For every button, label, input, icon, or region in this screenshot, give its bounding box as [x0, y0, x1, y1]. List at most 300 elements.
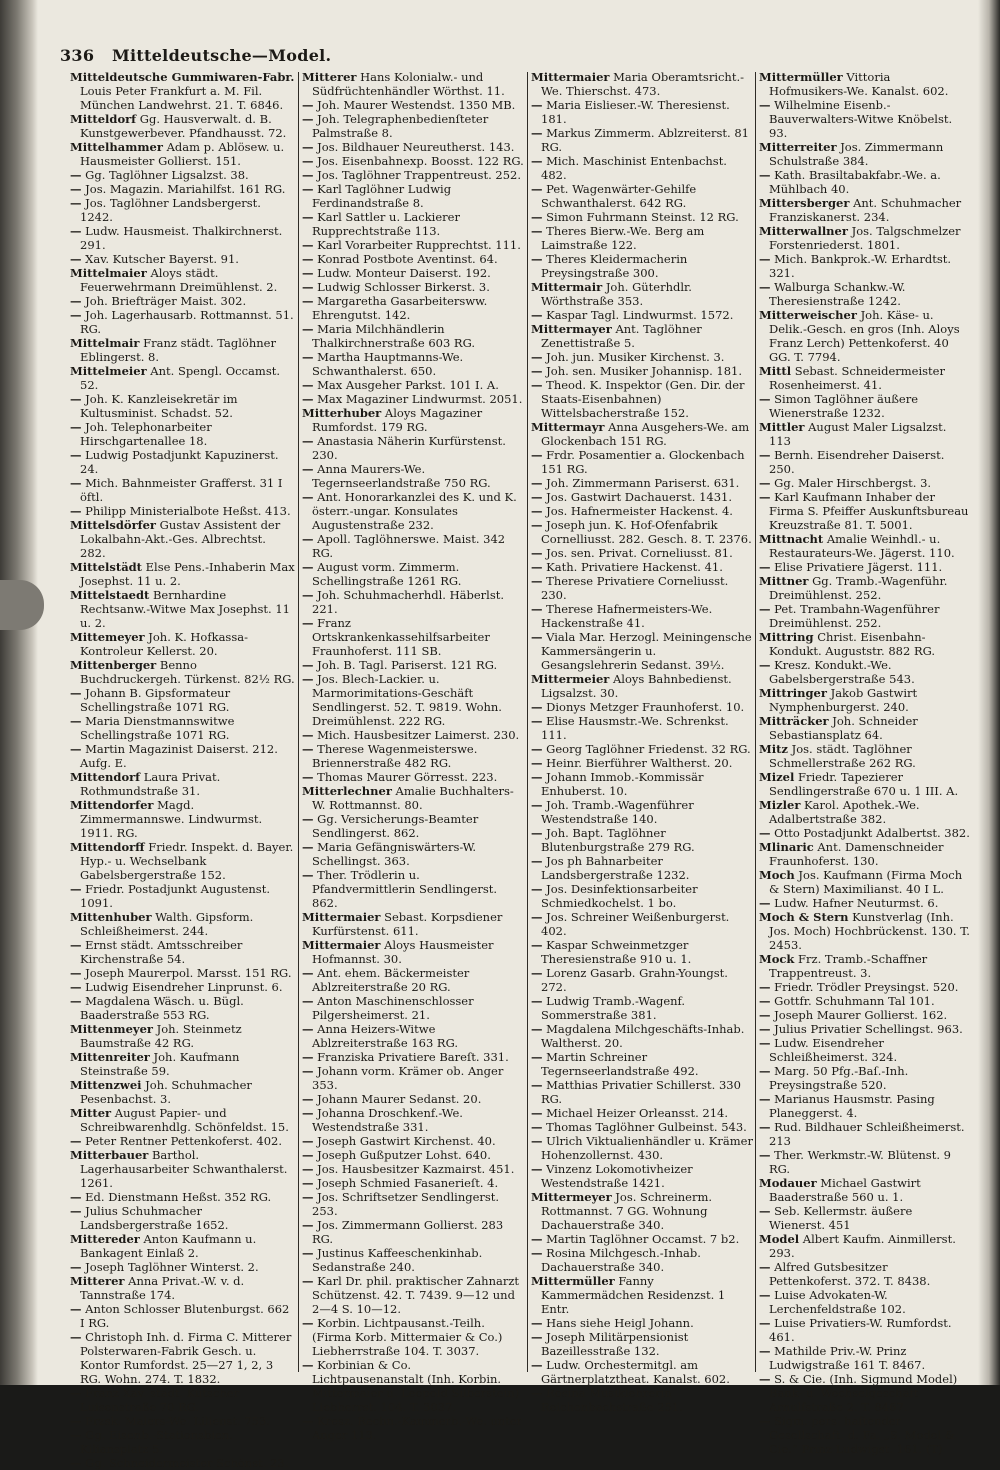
entry-details: Ant. Taglöhner Zenettistraße 5. — [541, 322, 702, 350]
entry-details: Jos. Hafnermeister Hackenst. 4. — [546, 504, 733, 518]
entry-details: Matthias Privatier Schillerst. 330 RG. — [541, 1078, 741, 1106]
entry-surname: — — [70, 476, 82, 490]
directory-entry — [759, 490, 971, 532]
entry-surname: Mittelhammer — [70, 140, 163, 154]
directory-entry — [759, 868, 971, 896]
entry-surname: — — [759, 1064, 771, 1078]
entry-details: Else Pens.-Inhaberin Max Josephst. 11 u. 2. — [80, 560, 295, 588]
directory-entry — [531, 490, 753, 504]
entry-details: Joh. Telephonarbeiter Hirschgartenallee 18. — [80, 420, 212, 448]
entry-surname: — — [70, 1302, 82, 1316]
directory-entry — [531, 700, 753, 714]
directory-entry — [70, 364, 295, 392]
entry-details: Rud. Bildhauer Schleißheimerst. 213 — [769, 1120, 965, 1148]
directory-entry — [302, 1316, 524, 1358]
directory-entry — [70, 392, 295, 420]
entry-details: Julius Privatier Schellingst. 963. — [774, 1022, 963, 1036]
directory-entry — [531, 798, 753, 826]
entry-surname: Mittner — [759, 574, 809, 588]
entry-surname: — — [302, 1022, 314, 1036]
entry-surname: Mittendorff — [70, 840, 145, 854]
directory-entry — [759, 714, 971, 742]
directory-entry — [759, 70, 971, 98]
directory-entry — [70, 1428, 295, 1456]
directory-entry — [531, 1330, 753, 1358]
entry-surname: — — [302, 742, 314, 756]
entry-details: Ludw. Hafner Neuturmst. 6. — [774, 896, 939, 910]
directory-entry — [302, 1050, 524, 1064]
entry-surname: Mitteldorf — [70, 112, 137, 126]
directory-entry — [531, 966, 753, 994]
directory-entry — [70, 1190, 295, 1204]
entry-surname: Mittler — [759, 420, 805, 434]
entry-surname: Moch — [759, 868, 795, 882]
directory-entry — [531, 476, 753, 490]
entry-details: Martha Hauptmanns-We. Schwanthalerst. 650. — [312, 350, 464, 378]
directory-entry — [531, 672, 753, 700]
entry-details: Vittoria Hofmusikers-We. Kanalst. 602. — [769, 70, 949, 98]
entry-surname: — — [531, 1330, 543, 1344]
entry-details: Karl Kaufmann Inhaber der Firma S. Pfeiffer Auskunftsbureau Kreuzstraße 81. T. 5001. — [769, 490, 969, 532]
entry-surname: — — [531, 770, 543, 784]
entry-surname: — — [70, 1456, 82, 1470]
directory-entry — [302, 182, 524, 210]
entry-surname: — — [759, 98, 771, 112]
entry-surname: — — [759, 1288, 771, 1302]
entry-surname: Mittelmeier — [70, 364, 147, 378]
directory-entry — [531, 546, 753, 560]
entry-details: Julius Schuhmacher Landsbergerstraße 1652. — [80, 1204, 229, 1232]
directory-entry — [531, 994, 753, 1022]
entry-details: Konrad Postbote Aventinst. 64. — [317, 252, 498, 266]
entry-surname: — — [531, 1134, 543, 1148]
entry-surname: — — [302, 210, 314, 224]
directory-entry — [759, 392, 971, 420]
entry-surname: — — [302, 1148, 314, 1162]
entry-details: Jos. Taglöhner Trappentreust. 252. — [317, 168, 522, 182]
entry-surname: — — [531, 798, 543, 812]
entry-surname: — — [302, 994, 314, 1008]
entry-surname: — — [302, 1134, 314, 1148]
entry-surname: Mittermayer — [531, 322, 612, 336]
entry-surname: — — [302, 560, 314, 574]
directory-entry — [759, 952, 971, 980]
entry-surname: — — [70, 1414, 82, 1428]
entry-surname: — — [531, 854, 543, 868]
directory-entry — [70, 252, 295, 266]
directory-entry — [759, 1036, 971, 1064]
entry-details: Thomas Taglöhner Gulbeinst. 543. — [546, 1120, 747, 1134]
entry-details: Gg. Schneidermeister Schönst. 23. — [85, 1456, 289, 1470]
entry-details: Marianus Hausmstr. Pasing Planeggerst. 4. — [769, 1092, 935, 1120]
entry-details: Joseph Militärpensionist Bazeillesstraße 132. — [541, 1330, 689, 1358]
directory-entry — [759, 742, 971, 770]
entry-details: Friedr. Tapezierer Sendlingerstraße 670 u. 1 III. A. — [769, 770, 959, 798]
entry-surname: Mittelmair — [70, 336, 140, 350]
entry-details: Joseph Gastwirt Kirchenst. 40. — [317, 1134, 496, 1148]
entry-details: Jos. Taglöhner Landsbergerst. 1242. — [80, 196, 261, 224]
entry-surname: Mittermayr — [531, 420, 605, 434]
entry-details: Joh. B. Tagl. Pariserst. 121 RG. — [317, 658, 498, 672]
directory-entry — [302, 560, 524, 588]
entry-details: Joseph Schmied Fasanerieſt. 4. — [317, 1176, 499, 1190]
entry-surname: — — [531, 504, 543, 518]
directory-entry — [759, 1176, 971, 1204]
entry-surname: — — [759, 980, 771, 994]
directory-entry — [759, 1092, 971, 1120]
entry-details: Franz Xav. städt. Kutscher Luisenstraße 70 RG. — [80, 1386, 240, 1414]
entry-surname: — — [531, 966, 543, 980]
entry-details: Joh. Zimmermann Pariserst. 631. — [546, 476, 740, 490]
directory-entry — [759, 994, 971, 1008]
directory-entry — [531, 1246, 753, 1274]
entry-surname: — — [302, 588, 314, 602]
entry-details: Lorenz Gasarb. Grahn-Youngst. 272. — [541, 966, 728, 994]
entry-details: Louis Peter Frankfurt a. M. Fil. München Landwehrst. 21. T. 6846. — [80, 84, 284, 112]
entry-details: Kath. Privatiere Hackenst. 41. — [546, 560, 723, 574]
entry-surname: Mitterlechner — [302, 784, 392, 798]
entry-details: Christ. Eisenbahn-Kondukt. Auguststr. 882 RG. — [769, 630, 936, 658]
directory-entry — [70, 1148, 295, 1190]
entry-details: Jos. Desinfektionsarbeiter Schmiedkochelst. 1 bo. — [541, 882, 698, 910]
entry-surname: — — [70, 882, 82, 896]
directory-entry — [531, 742, 753, 756]
directory-entry — [759, 658, 971, 686]
entry-surname: Mitterweischer — [759, 308, 857, 322]
entry-surname: — — [302, 112, 314, 126]
page-gutter-shadow — [0, 0, 38, 1385]
directory-entry — [531, 826, 753, 854]
entry-details: Ed. Dienstmann Heßst. 352 RG. — [85, 1190, 272, 1204]
entry-surname: — — [531, 364, 543, 378]
entry-details: Gg. Hausverwalt. d. B. Kunstgewerbever. Pfandhausst. 72. — [80, 112, 287, 140]
directory-entry — [531, 322, 753, 350]
entry-surname: — — [302, 658, 314, 672]
entry-surname: — — [70, 252, 82, 266]
entry-details: Magd. Zimmermannswe. Lindwurmst. 1911. RG. — [80, 798, 263, 840]
entry-surname: — — [70, 168, 82, 182]
entry-details: Margaretha Gasarbeitersww. Ehrengutst. 142. — [312, 294, 488, 322]
directory-entry — [70, 658, 295, 686]
entry-surname: — — [531, 1246, 543, 1260]
directory-entry — [70, 182, 295, 196]
entry-surname: Mittermair — [531, 280, 603, 294]
entry-surname: — — [531, 546, 543, 560]
entry-surname: Mittereder — [70, 1232, 140, 1246]
entry-details: Aloys Hausmeister Hofmannst. 30. — [312, 938, 494, 966]
entry-details: Thomas Maurer Görresst. 223. — [317, 770, 498, 784]
directory-entry — [302, 462, 524, 490]
entry-details: Rosina Musiklehrerin Reichenbachstraße 251. — [541, 1386, 683, 1414]
entry-details: Hans Kolonialw.- und Südfrüchtenhändler Wörthst. 11. — [312, 70, 505, 98]
entry-details: Friedr. Postadjunkt Augustenst. 1091. — [80, 882, 270, 910]
entry-surname: — — [531, 938, 543, 952]
entry-surname: — — [531, 1162, 543, 1176]
entry-details: Barthol. Lagerhausarbeiter Schwanthalerst. 1261. — [80, 1148, 288, 1190]
directory-entry — [302, 252, 524, 266]
entry-surname: — — [70, 1330, 82, 1344]
directory-entry — [531, 1078, 753, 1106]
directory-entry — [70, 1232, 295, 1260]
entry-surname: — — [302, 392, 314, 406]
entry-surname: — — [531, 700, 543, 714]
entry-details: Walburga Schankw.-W. Theresienstraße 1242. — [769, 280, 906, 308]
entry-details: Ulrich Viktualienhändler u. Krämer Hohenzollernst. 430. — [541, 1134, 753, 1162]
directory-entry — [70, 882, 295, 910]
directory-entry — [531, 756, 753, 770]
entry-surname: — — [759, 1120, 771, 1134]
directory-entry — [759, 1260, 971, 1288]
entry-details: Joh. Telegraphenbedienſteter Palmstraße 8. — [312, 112, 489, 140]
entry-surname: — — [759, 1316, 771, 1330]
entry-details: Ludw. Orchestermitgl. am Gärtnerplatztheat. Kanalst. 602. — [541, 1358, 730, 1386]
entry-details: Ludw. Hausmeist. Thalkirchnerst. 291. — [80, 224, 283, 252]
entry-details: Joh. Lagerhausarb. Rottmannst. 51. RG. — [80, 308, 294, 336]
directory-entry — [70, 840, 295, 882]
entry-surname: — — [70, 196, 82, 210]
entry-surname: — — [302, 868, 314, 882]
entry-surname: — — [302, 616, 314, 630]
directory-entry — [302, 840, 524, 868]
entry-details: Theres Kleidermacherin Preysingstraße 300. — [541, 252, 688, 280]
entry-details: Ludwig Postadjunkt Kapuzinerst. 24. — [80, 448, 279, 476]
entry-details: Frdr. Posamentier a. Glockenbach 151 RG. — [541, 448, 745, 476]
entry-details: Johanna Droschkenf.-We. Westendstraße 331. — [312, 1106, 463, 1134]
entry-details: Joseph Maurerpol. Marsst. 151 RG. — [85, 966, 292, 980]
entry-details: Luise Privatiers-W. Rumfordst. 461. — [769, 1316, 952, 1344]
directory-entry — [302, 1358, 524, 1414]
entry-details: Bernh. Eisendreher Daiserst. 250. — [769, 448, 945, 476]
entry-details: Jos ph Bahnarbeiter Landsbergerstraße 1232. — [541, 854, 690, 882]
entry-details: Joh. Güterhdlr. Wörthstraße 353. — [541, 280, 692, 308]
entry-surname: — — [759, 1260, 771, 1274]
entry-details: Michael Heizer Orleansst. 214. — [546, 1106, 728, 1120]
entry-details: August vorm. Zimmerm. Schellingstraße 1261 RG. — [312, 560, 462, 588]
directory-entry — [531, 882, 753, 910]
directory-entry — [70, 224, 295, 252]
directory-entry — [531, 1316, 753, 1330]
entry-surname: — — [531, 1022, 543, 1036]
directory-entry — [302, 658, 524, 672]
directory-entry — [70, 560, 295, 588]
directory-entry — [302, 1092, 524, 1106]
column-rule — [298, 72, 299, 1372]
entry-surname: — — [70, 1190, 82, 1204]
entry-surname: Mittemeyer — [70, 630, 145, 644]
entry-surname: — — [302, 154, 314, 168]
entry-details: Elise Privatiere Jägerst. 111. — [774, 560, 943, 574]
entry-details: Gg. Versicherungs-Beamter Sendlingerst. 862. — [312, 812, 479, 840]
entry-details: Kaspar Schweinmetzger Theresienstraße 910 u. 1. — [541, 938, 692, 966]
entry-surname: — — [531, 126, 543, 140]
directory-entry — [531, 98, 753, 126]
directory-entry — [70, 686, 295, 714]
directory-entry — [302, 1246, 524, 1274]
directory-entry — [70, 336, 295, 364]
directory-entry — [531, 1022, 753, 1050]
entry-surname: — — [302, 462, 314, 476]
entry-surname: — — [531, 1386, 543, 1400]
entry-surname: — — [531, 574, 543, 588]
entry-details: Benno Buchdruckergeh. Türkenst. 82½ RG. — [80, 658, 295, 686]
directory-entry — [302, 294, 524, 322]
directory-entry — [531, 378, 753, 420]
entry-details: Franz Ortskrankenkassehilfsarbeiter Fraunhoferst. 111 SB. — [312, 616, 490, 658]
directory-entry — [531, 1358, 753, 1386]
entry-details: Magdalena Milchgeschäfts-Inhab. Waltherst. 20. — [541, 1022, 745, 1050]
entry-surname: — — [531, 910, 543, 924]
entry-details: Karl Sattler u. Lackierer Rupprechtstraße 113. — [312, 210, 460, 238]
entry-surname: Model — [759, 1232, 800, 1246]
directory-entry — [759, 1316, 971, 1344]
directory-entry — [302, 784, 524, 812]
entry-details: Kath. Brasiltabakfabr.-We. a. Mühlbach 40. — [769, 168, 941, 196]
entry-details: Jos. Magazin. Mariahilfst. 161 RG. — [85, 182, 286, 196]
entry-surname: — — [531, 350, 543, 364]
entry-surname: Mlinaric — [759, 840, 814, 854]
entry-surname: — — [302, 1162, 314, 1176]
entry-surname: — — [759, 1092, 771, 1106]
directory-entry — [759, 980, 971, 994]
directory-entry — [302, 1218, 524, 1246]
entry-details: Gg. Tramb.-Wagenführ. Dreimühlenst. 252. — [769, 574, 948, 602]
directory-entry — [302, 1134, 524, 1148]
entry-surname: — — [70, 966, 82, 980]
entry-details: Anna Heizers-Witwe Ablzreiterstraße 163 RG. — [312, 1022, 459, 1050]
directory-entry — [759, 196, 971, 224]
page-edge-shadow — [978, 0, 1000, 1385]
entry-details: Ludwig Eisendreher Linprunst. 6. — [85, 980, 283, 994]
entry-details: Mich. Maschinist Entenbachst. 482. — [541, 154, 727, 182]
entry-surname: Mittenzwei — [70, 1078, 142, 1092]
directory-entry — [759, 602, 971, 630]
directory-entry — [302, 210, 524, 238]
entry-details: Friedr. Inspekt. d. Bayer. Hyp.- u. Wechselbank Gabelsbergerstraße 152. — [80, 840, 294, 882]
entry-surname: — — [70, 504, 82, 518]
directory-column-3 — [531, 70, 753, 1414]
entry-surname: — — [302, 434, 314, 448]
directory-entry — [759, 532, 971, 560]
entry-details: Ant. ehem. Bäckermeister Ablzreiterstraße 20 RG. — [312, 966, 470, 994]
entry-details: Vinzenz Lokomotivheizer Westendstraße 1421. — [541, 1162, 693, 1190]
entry-surname: — — [302, 98, 314, 112]
directory-entry — [759, 574, 971, 602]
entry-surname: — — [70, 742, 82, 756]
directory-entry — [302, 742, 524, 770]
entry-details: Jos. sen. Privat. Corneliusst. 81. — [546, 546, 733, 560]
directory-entry — [302, 378, 524, 392]
entry-details: Therese Privatiere Corneliusst. 230. — [541, 574, 729, 602]
entry-details: Ludwig Tramb.-Wagenf. Sommerstraße 381. — [541, 994, 686, 1022]
entry-surname: — — [302, 770, 314, 784]
entry-details: Karl Vorarbeiter Rupprechtst. 111. — [317, 238, 521, 252]
entry-surname: Mittermaier — [302, 910, 381, 924]
directory-entry — [70, 798, 295, 840]
directory-entry — [531, 224, 753, 252]
entry-details: Joh. Briefträger Maist. 302. — [85, 294, 247, 308]
directory-entry — [531, 1120, 753, 1134]
entry-surname: — — [70, 308, 82, 322]
entry-details: Frz. Tramb.-Schaffner Trappentreust. 3. — [769, 952, 928, 980]
entry-details: Ludw. Eisendreher Schleißheimerst. 324. — [769, 1036, 898, 1064]
directory-entry — [759, 1120, 971, 1148]
directory-column-4 — [759, 70, 971, 1456]
entry-surname: Mizel — [759, 770, 795, 784]
entry-surname: Mittenreiter — [70, 1050, 150, 1064]
entry-details: Sebast. Korpsdiener Kurfürstenst. 611. — [312, 910, 503, 938]
entry-surname: — — [302, 490, 314, 504]
entry-surname: — — [302, 532, 314, 546]
entry-details: Jos. Blech-Lackier. u. Marmorimitations-Geschäft Sendlingerst. 52. T. 9819. Wohn. Dreimühlenst. 222 RG. — [312, 672, 502, 728]
entry-surname: — — [759, 1204, 771, 1218]
entry-details: Martin Taglöhner Occamst. 7 b2. — [546, 1232, 740, 1246]
directory-entry — [302, 1064, 524, 1092]
directory-entry — [302, 322, 524, 350]
entry-details: Bernhardine Rechtsanw.-Witwe Max Josephst. 11 u. 2. — [80, 588, 290, 630]
page-number: 336 — [60, 46, 95, 65]
entry-surname: — — [759, 252, 771, 266]
column-rule — [527, 72, 528, 1372]
entry-surname: Mittersberger — [759, 196, 850, 210]
directory-entry — [531, 714, 753, 742]
directory-entry — [759, 840, 971, 868]
entry-details: Philipp Ministerialbote Heßst. 413. — [85, 504, 291, 518]
entry-surname: — — [302, 1246, 314, 1260]
directory-entry — [302, 70, 524, 98]
entry-details: Karl Taglöhner Ludwig Ferdinandstraße 8. — [312, 182, 452, 210]
entry-details: Georg Taglöhner Friedenst. 32 RG. — [546, 742, 751, 756]
directory-entry — [302, 392, 524, 406]
entry-surname: Mittermüller — [531, 1274, 615, 1288]
directory-entry — [70, 1260, 295, 1274]
entry-details: Joh. Schneider Sebastiansplatz 64. — [769, 714, 918, 742]
entry-surname: Mittenberger — [70, 658, 157, 672]
directory-entry — [70, 630, 295, 658]
entry-details: Mich. Bahnmeister Grafferst. 31 I öftl. — [80, 476, 283, 504]
entry-surname: Mittermaier — [531, 70, 610, 84]
directory-entry — [759, 630, 971, 658]
directory-entry — [759, 252, 971, 280]
entry-surname: — — [759, 392, 771, 406]
directory-entry — [531, 308, 753, 322]
running-title: Mitteldeutsche—Model. — [111, 46, 332, 65]
entry-details: Heinr. Bierführer Waltherst. 20. — [546, 756, 733, 770]
entry-details: Michael Gastwirt Baaderstraße 560 u. 1. — [769, 1176, 921, 1204]
directory-entry — [70, 518, 295, 560]
directory-entry — [302, 1022, 524, 1050]
entry-surname: Mittermeyer — [531, 1190, 612, 1204]
entry-details: Gottfr. Schuhmann Tal 101. — [774, 994, 935, 1008]
directory-entry — [531, 182, 753, 210]
entry-details: Max Ausgeher Parkst. 101 I. A. — [317, 378, 499, 392]
entry-details: Sigm. pers. haftender Gesellschaft. d. Fa. „S. Model & Cie.“ Prinz Ludwigst. 161. (T) — [769, 1414, 956, 1456]
directory-entry — [759, 686, 971, 714]
entry-surname: — — [302, 1358, 314, 1372]
entry-surname: Mitterbauer — [70, 1148, 149, 1162]
entry-surname: Mittl — [759, 364, 792, 378]
entry-details: Anton Schlosser Blutenburgst. 662 I RG. — [80, 1302, 290, 1330]
directory-entry — [302, 140, 524, 154]
entry-surname: — — [531, 98, 543, 112]
entry-surname: Mittermüller — [759, 70, 843, 84]
entry-surname: — — [531, 378, 543, 392]
entry-details: Jos. Zimmermann Schulstraße 384. — [769, 140, 944, 168]
entry-details: Max Magaziner Lindwurmst. 2051. — [317, 392, 523, 406]
directory-entry — [759, 1232, 971, 1260]
entry-details: Joh. jun. Musiker Kirchenst. 3. — [546, 350, 725, 364]
directory-entry — [759, 770, 971, 798]
directory-entry — [70, 168, 295, 182]
